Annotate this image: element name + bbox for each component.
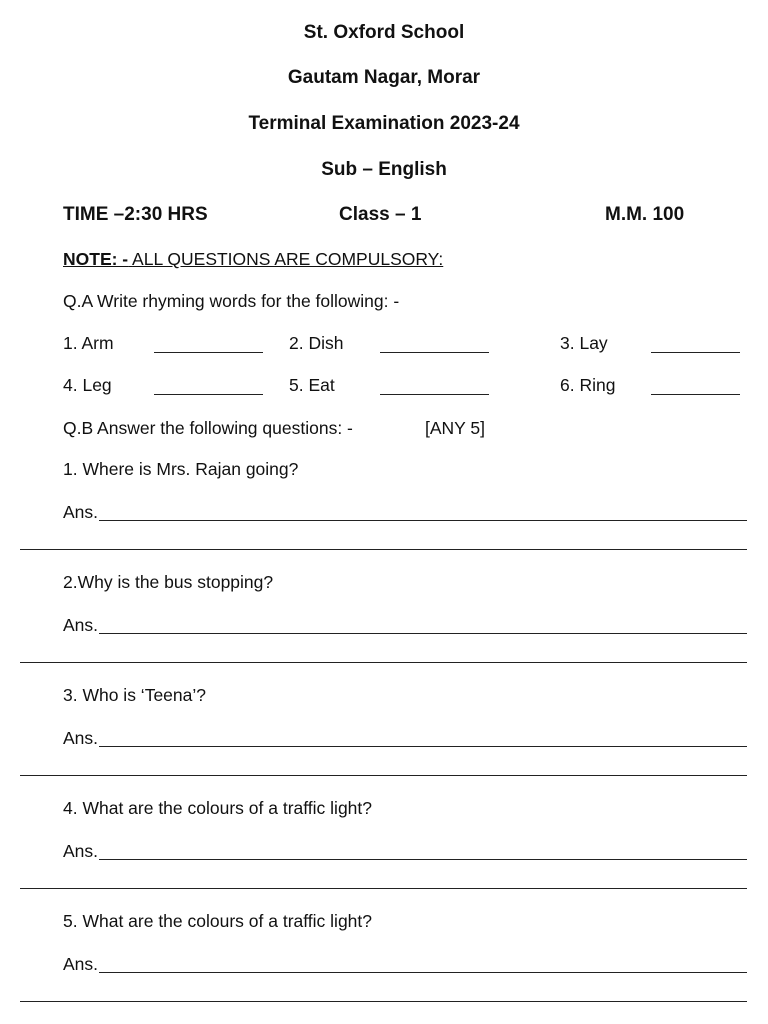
max-marks: M.M. 100 xyxy=(605,204,685,225)
answer-line[interactable] xyxy=(99,746,747,747)
qa-title: Q.A Write rhyming words for the following: - xyxy=(63,291,400,311)
answer-line[interactable] xyxy=(20,888,747,889)
qa-item-3: 3. Lay xyxy=(560,333,608,353)
exam-class: Class – 1 xyxy=(339,204,422,225)
qa-blank-3[interactable] xyxy=(651,352,740,353)
qa-item-6: 6. Ring xyxy=(560,375,616,395)
qb-title: Q.B Answer the following questions: - xyxy=(63,418,353,438)
ans-label: Ans. xyxy=(63,841,99,861)
answer-line[interactable] xyxy=(20,662,747,663)
question-2: 2.Why is the bus stopping? xyxy=(63,572,274,592)
qa-item-2: 2. Dish xyxy=(289,333,344,353)
qa-blank-4[interactable] xyxy=(154,394,263,395)
note xyxy=(63,249,443,270)
school-address: Gautam Nagar, Morar xyxy=(287,67,481,88)
answer-line[interactable] xyxy=(99,859,747,860)
subject: Sub – English xyxy=(321,159,447,180)
answer-line[interactable] xyxy=(20,549,747,550)
qa-blank-2[interactable] xyxy=(380,352,489,353)
qa-blank-5[interactable] xyxy=(380,394,489,395)
qa-item-4: 4. Leg xyxy=(63,375,112,395)
qb-instruction: [ANY 5] xyxy=(425,418,485,438)
question-3: 3. Who is ‘Teena’? xyxy=(63,685,206,705)
question-4: 4. What are the colours of a traffic light? xyxy=(63,798,373,818)
qa-blank-1[interactable] xyxy=(154,352,263,353)
answer-line[interactable] xyxy=(99,520,747,521)
qa-blank-6[interactable] xyxy=(651,394,740,395)
ans-label: Ans. xyxy=(63,615,99,635)
answer-line[interactable] xyxy=(99,633,747,634)
question-5: 5. What are the colours of a traffic light? xyxy=(63,911,373,931)
answer-line[interactable] xyxy=(20,1001,747,1002)
exam-title: Terminal Examination 2023-24 xyxy=(248,113,520,134)
qa-item-5: 5. Eat xyxy=(289,375,335,395)
qa-item-1: 1. Arm xyxy=(63,333,114,353)
note-label: NOTE: - xyxy=(63,249,129,269)
ans-label: Ans. xyxy=(63,502,99,522)
school-name: St. Oxford School xyxy=(303,22,465,43)
ans-label: Ans. xyxy=(63,954,99,974)
question-1: 1. Where is Mrs. Rajan going? xyxy=(63,459,299,479)
exam-time: TIME –2:30 HRS xyxy=(63,204,208,225)
note-text: ALL QUESTIONS ARE COMPULSORY: xyxy=(132,249,444,269)
answer-line[interactable] xyxy=(99,972,747,973)
answer-line[interactable] xyxy=(20,775,747,776)
ans-label: Ans. xyxy=(63,728,99,748)
